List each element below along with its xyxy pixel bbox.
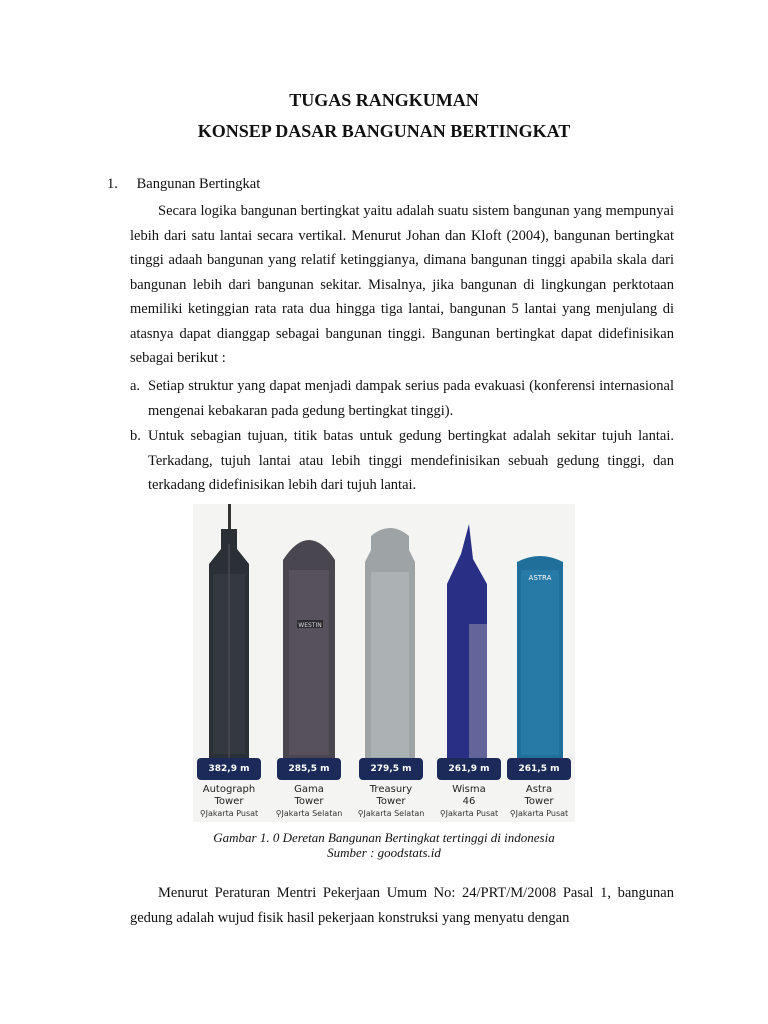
- astra-tower-image: [509, 550, 571, 760]
- section-title: Bangunan Bertingkat: [136, 176, 261, 192]
- height-tag: 261,5 m: [507, 758, 571, 780]
- tower-name: Wisma 46: [452, 784, 486, 807]
- tower-name: Treasury Tower: [369, 784, 413, 807]
- tower-location: ⚲Jakarta Selatan: [275, 809, 343, 818]
- autograph-tower-image: [199, 504, 259, 760]
- height-tag: 285,5 m: [277, 758, 341, 780]
- section-number: 1.: [107, 176, 118, 192]
- document-title: TUGAS RANGKUMAN: [289, 90, 479, 110]
- list-item-text: Setiap struktur yang dapat menjadi dampak serius pada evakuasi (konferensi internasional mengenai kebakaran pada gedung bertingkat tinggi).: [148, 378, 674, 419]
- tower-name: Autograph Tower: [202, 784, 256, 807]
- definition-list-a: [130, 374, 674, 423]
- list-item-label: b.: [130, 428, 141, 444]
- caption-title: Gambar 1. 0 Deretan Bangunan Bertingkat tertinggi di indonesia: [213, 830, 555, 845]
- tower-name: Gama Tower: [294, 784, 324, 807]
- list-item-text: Untuk sebagian tujuan, titik batas untuk gedung bertingkat adalah sekitar tujuh lantai. Terkadang, tujuh lantai atau lebih tinggi mendefinisikan sebuah gedung tinggi, dan terkadang didefinisikan lebih dari tujuh lantai.: [148, 428, 674, 493]
- list-item: [130, 374, 674, 423]
- astra-sign-text: ASTRA: [528, 574, 552, 582]
- wisma46-tower-image: [439, 524, 495, 760]
- section-heading: [107, 176, 260, 193]
- location-pin-icon: ⚲: [439, 809, 446, 818]
- height-tag: 261,9 m: [437, 758, 501, 780]
- gama-sign-text: WESTIN: [298, 622, 322, 629]
- paragraph-regulation: Menurut Peraturan Mentri Pekerjaan Umum No: 24/PRT/M/2008 Pasal 1, bangunan gedung adalah wujud fisik hasil pekerjaan konstruksi yang menyatu dengan: [130, 885, 674, 926]
- towers-figure: [193, 504, 575, 822]
- location-pin-icon: ⚲: [357, 809, 364, 818]
- location-pin-icon: ⚲: [275, 809, 282, 818]
- tower-location: ⚲Jakarta Pusat: [199, 809, 259, 818]
- tower-location: ⚲Jakarta Selatan: [357, 809, 425, 818]
- paragraph-definition: Secara logika bangunan bertingkat yaitu adalah suatu sistem bangunan yang mempunyai lebih dari satu lantai secara vertikal. Menurut Johan dan Kloft (2004), bangunan bertingkat tinggi adaah bangunan yang relatif ketinggianya, dimana bangunan tinggi apabila skala dari bangunan lebih dari bangunan sekitar. Misalnya, jika bangunan di lingkungan perktotaan memiliki ketinggian rata rata dua hingga tiga lantai, bangunan 5 lantai yang menjulang di atasnya dapat dianggap sebagai bangunan tinggi. Bangunan bertingkat dapat didefinisikan sebagai berikut :: [130, 203, 674, 366]
- figure-caption: [0, 830, 768, 860]
- document-subtitle: KONSEP DASAR BANGUNAN BERTINGKAT: [197, 121, 571, 141]
- list-item-label: a.: [130, 378, 141, 394]
- gama-tower-image: [277, 520, 341, 760]
- definition-list-b: [130, 424, 674, 498]
- height-tag: 382,9 m: [197, 758, 261, 780]
- location-pin-icon: ⚲: [509, 809, 516, 818]
- tower-name: Astra Tower: [524, 784, 554, 807]
- tower-location: ⚲Jakarta Pusat: [509, 809, 569, 818]
- treasury-tower-image: [357, 522, 423, 760]
- height-tag: 279,5 m: [359, 758, 423, 780]
- list-item: [130, 424, 674, 498]
- tower-location: ⚲Jakarta Pusat: [439, 809, 499, 818]
- caption-source: Sumber : goodstats.id: [327, 845, 441, 860]
- location-pin-icon: ⚲: [199, 809, 206, 818]
